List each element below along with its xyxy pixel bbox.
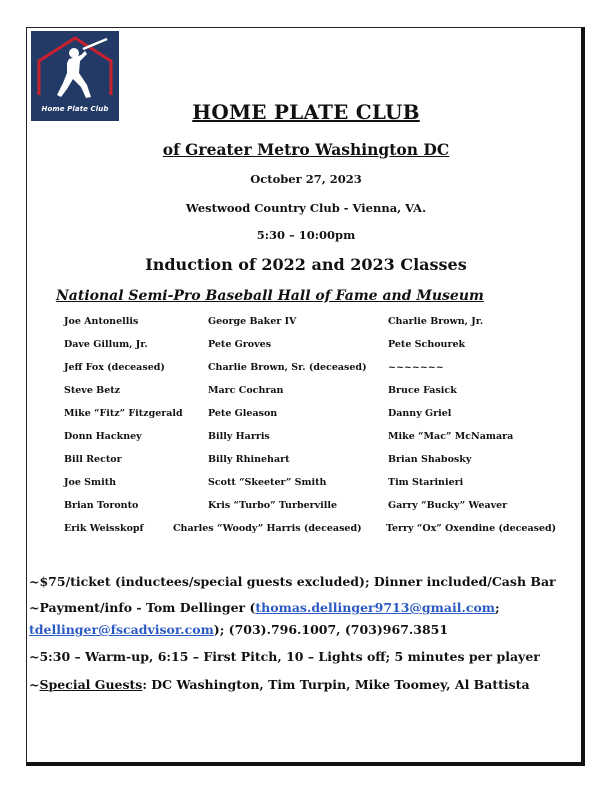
inductee-name: Mike “Fitz” Fitzgerald: [64, 408, 183, 419]
logo-text: Home Plate Club: [41, 105, 109, 113]
inductee-name: Dave Gillum, Jr.: [64, 339, 148, 350]
event-time: 5:30 – 10:00pm: [256, 228, 356, 242]
inductee-name: George Baker IV: [208, 316, 297, 327]
inductee-name: Brian Shabosky: [388, 454, 472, 465]
inductee-name: Erik Weisskopf: [64, 523, 144, 534]
inductee-name: Billy Harris: [208, 431, 270, 442]
inductee-row: [0, 523, 612, 546]
inductee-name: Steve Betz: [64, 385, 121, 396]
inductee-name: ~~~~~~~: [388, 362, 444, 373]
guests-label: Special Guests: [39, 677, 143, 692]
inductee-row: [0, 431, 612, 454]
inductee-name: Danny Griel: [388, 408, 452, 419]
payment-info: [29, 600, 500, 615]
ticket-info: ~$75/ticket (inductees/special guests excluded); Dinner included/Cash Bar: [29, 574, 556, 589]
inductee-name: Tim Starinieri: [388, 477, 464, 488]
inductee-row: [0, 500, 612, 523]
inductee-row: [0, 362, 612, 385]
inductee-list: [0, 316, 612, 546]
email-link-fscadvisor[interactable]: tdellinger@fscadvisor.com: [29, 622, 214, 637]
inductee-row: [0, 339, 612, 362]
inductee-name: Mike “Mac” McNamara: [388, 431, 514, 442]
guests-prefix: ~: [29, 677, 40, 692]
guests-list: : DC Washington, Tim Turpin, Mike Toomey, Al Battista: [142, 677, 530, 692]
inductee-name: Pete Schourek: [388, 339, 466, 350]
event-venue: Westwood Country Club - Vienna, VA.: [185, 201, 427, 215]
email-link-gmail[interactable]: thomas.dellinger9713@gmail.com: [255, 600, 496, 615]
inductee-row: [0, 408, 612, 431]
inductee-name: Marc Cochran: [208, 385, 284, 396]
inductee-name: Bill Rector: [64, 454, 122, 465]
induction-heading: Induction of 2022 and 2023 Classes: [145, 255, 467, 274]
inductee-name: Charlie Brown, Sr. (deceased): [208, 362, 367, 373]
museum-heading: National Semi-Pro Baseball Hall of Fame and Museum: [56, 288, 484, 304]
inductee-name: Garry “Bucky” Weaver: [388, 500, 508, 511]
special-guests-info: [29, 677, 530, 692]
inductee-name: Pete Gleason: [208, 408, 278, 419]
inductee-row: [0, 477, 612, 500]
inductee-name: Joe Antonellis: [64, 316, 139, 327]
inductee-row: [0, 316, 612, 339]
payment-prefix: ~Payment/info - Tom Dellinger (: [29, 600, 256, 615]
phone-numbers: ); (703).796.1007, (703)967.3851: [213, 622, 449, 637]
inductee-name: Charles “Woody” Harris (deceased): [173, 523, 362, 534]
page-title: HOME PLATE CLUB: [192, 100, 420, 124]
event-date: October 27, 2023: [250, 172, 362, 186]
inductee-name: Charlie Brown, Jr.: [388, 316, 484, 327]
inductee-name: Brian Toronto: [64, 500, 139, 511]
inductee-name: Pete Groves: [208, 339, 272, 350]
inductee-name: Scott “Skeeter” Smith: [208, 477, 327, 488]
inductee-name: Billy Rhinehart: [208, 454, 290, 465]
inductee-name: Joe Smith: [64, 477, 116, 488]
page-subtitle: of Greater Metro Washington DC: [162, 140, 450, 159]
inductee-row: [0, 454, 612, 477]
schedule-info: ~5:30 – Warm-up, 6:15 – First Pitch, 10 – Lights off; 5 minutes per player: [29, 649, 540, 664]
inductee-name: Terry “Ox” Oxendine (deceased): [386, 523, 557, 534]
payment-info-cont: [29, 622, 448, 637]
inductee-row: [0, 385, 612, 408]
inductee-name: Donn Hackney: [64, 431, 142, 442]
inductee-name: Kris “Turbo” Turberville: [208, 500, 338, 511]
inductee-name: Jeff Fox (deceased): [64, 362, 165, 373]
inductee-name: Bruce Fasick: [388, 385, 457, 396]
email-separator: ;: [495, 600, 500, 615]
